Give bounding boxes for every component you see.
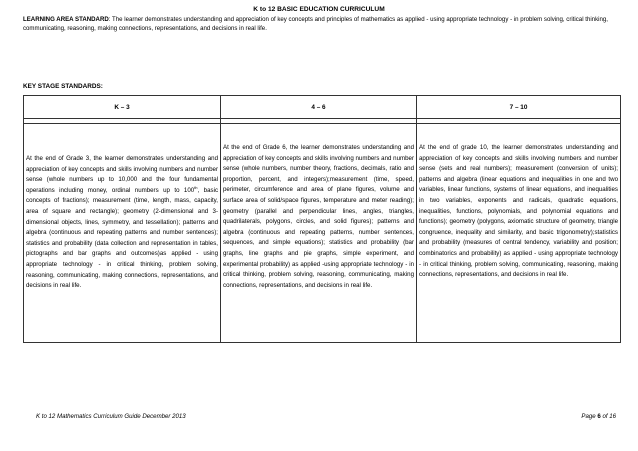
- cell-k-3: [24, 124, 221, 343]
- footer-page-indicator: [581, 413, 616, 421]
- k-3-standard-text: [24, 124, 220, 292]
- learning-area-standard-text: : The learner demonstrates understanding and appreciation of key concepts and principles of mathematics as applied - using appropriate technology - in problem solving, critical thinking, communicating, reasoning, making connections, representations, and decisions in real life.: [23, 16, 608, 32]
- header-7-10: 7 – 10: [417, 96, 621, 119]
- learning-area-standard: [23, 15, 619, 33]
- k-3-text-part-1: At the end of Grade 3, the learner demonstrates understanding and appreciation of key concepts and skills involving numbers and number sense (whole numbers up to 10,000 and the four fundamental operations including money, ordinal numbers up to 100: [26, 155, 218, 194]
- page-title: K to 12 BASIC EDUCATION CURRICULUM: [253, 6, 385, 13]
- k-3-text-part-2: , basic concepts of fractions); measurement (time, length, mass, capacity, area of square and rectangle); geometry (2-dimensional and 3-dimensional objects, lines, symmetry, and tessellation); patterns and algebra (continuous and repeating patterns and number sentences); statistics and probability (data collection and representation in tables, pictographs and bar graphs and outcomes)as applied - using appropriate technology - in critical thinking, problem solving, reasoning, communicating, making connections, representations, and decisions in real life.: [26, 186, 219, 290]
- 4-6-standard-text: At the end of Grade 6, the learner demonstrates understanding and appreciation of key concepts and skills involving numbers and number sense (whole numbers, number theory, fractions, decimals, ratio and proportion, percent, and integers);measurement (time, speed, perimeter, circumference and area of plane figures, volume and surface area of solid/space figures, temperature and meter reading); geometry (parallel and perpendicular lines, angles, triangles, quadrilaterals, polygons, circles, and solid figures); patterns and algebra (continuous and repeating patterns, number sentences, sequences, and simple equations); statistics and probability (bar graphs, line graphs and pie graphs, simple experiment, and experimental probability) as applied -using appropriate technology - in critical thinking, problem solving, reasoning, communicating, making connections, representations, and decisions in real life.: [223, 144, 414, 289]
- table-row: [24, 124, 621, 343]
- footer-page-prefix: Page: [581, 413, 598, 420]
- key-stage-standards-table: [23, 95, 621, 343]
- 7-10-standard-text: At the end of grade 10, the learner demonstrates understanding and appreciation of key concepts and skills involving numbers and number sense (sets and real numbers); measurement (conversion of units); patterns and algebra (linear equations and inequalities in one and two variables, linear functions, systems of linear equations, and inequalities in two variables, exponents and radicals, quadratic equations, inequalities, functions, polynomials, and polynomial equations and functions); geometry (polygons, axiomatic structure of geometry, triangle congruence, inequality and similarity, and basic trigonometry);statistics and probability (measures of central tendency, variability and position; combinatorics and probability) as applied - using appropriate technology - in critical thinking, problem solving, communicating, reasoning, making connections, representations, and decisions in real life.: [419, 144, 618, 279]
- cell-7-10: [417, 124, 621, 343]
- footer-page-number: 6: [597, 413, 601, 420]
- footer-guide-title: K to 12 Mathematics Curriculum Guide December 2013: [36, 413, 186, 420]
- key-stage-standards-heading: KEY STAGE STANDARDS:: [23, 83, 103, 90]
- header-4-6: 4 – 6: [221, 96, 417, 119]
- table-header-row: [24, 96, 621, 119]
- cell-4-6: [221, 124, 417, 343]
- ordinal-suffix: th: [194, 184, 198, 190]
- learning-area-standard-label: LEARNING AREA STANDARD: [23, 16, 109, 23]
- footer-page-suffix: of 16: [600, 413, 616, 420]
- header-k-3: K – 3: [24, 96, 221, 119]
